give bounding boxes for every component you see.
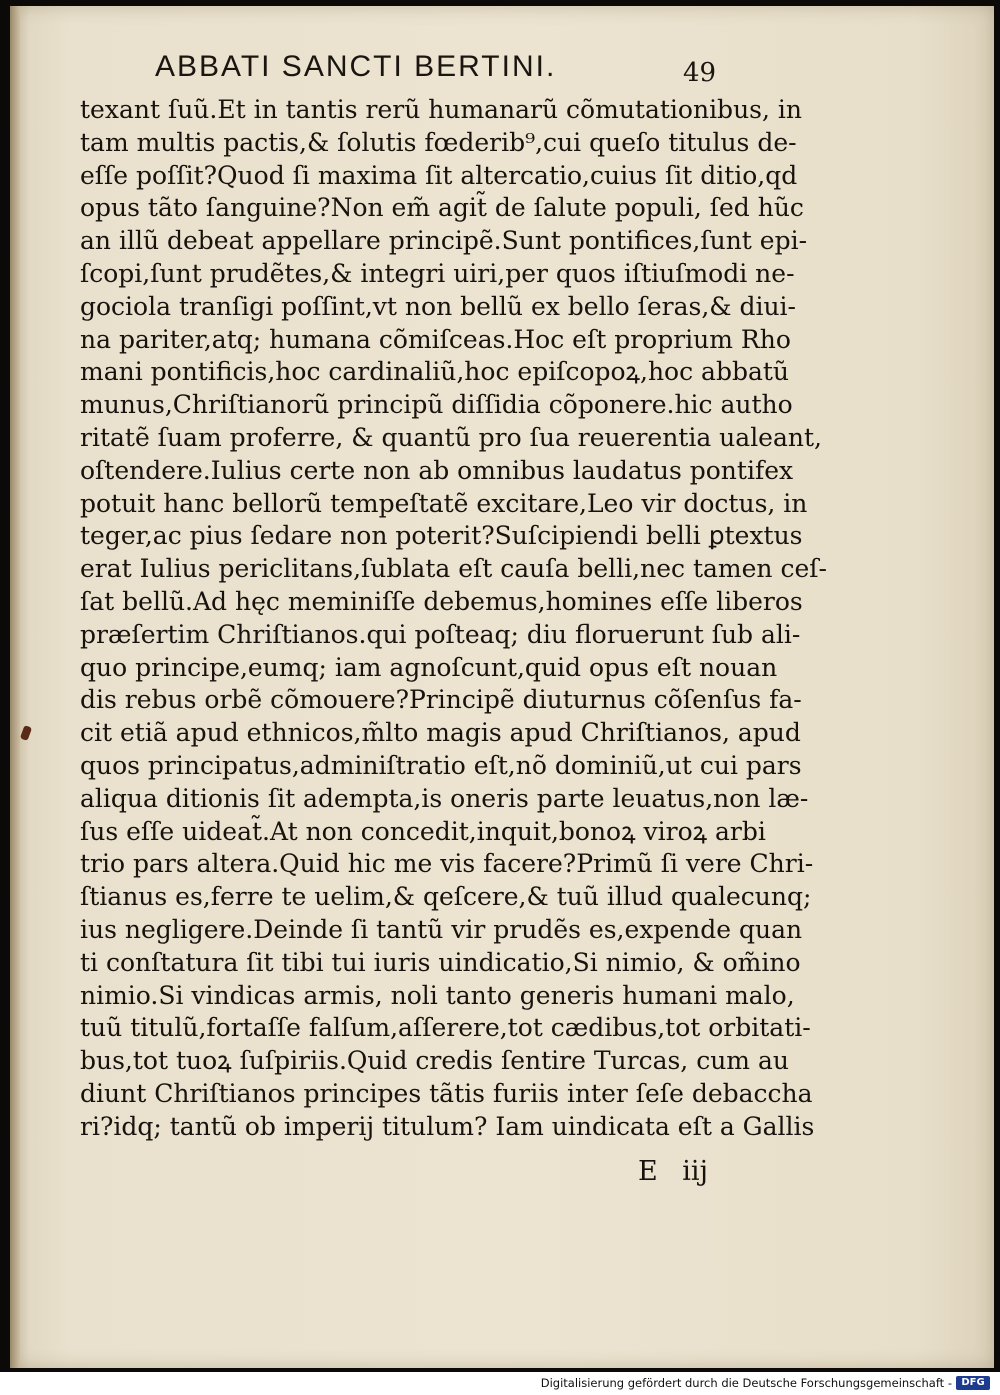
book-page	[10, 6, 994, 1368]
text-line: quo principe,eumq; iam agnoſcunt,quid opus eſt nouan	[80, 652, 778, 682]
text-line: dis rebus orbẽ cõmouere?Principẽ diuturnus cõſenſus fa‑	[80, 685, 802, 715]
text-line: potuit hanc bellorũ tempeſtatẽ excitare,Leo vir doctus, in	[80, 488, 808, 518]
text-block	[80, 94, 827, 1144]
running-title: ABBATI SANCTI BERTINI.	[155, 50, 557, 83]
text-line: ſtianus es,ferre te uelim,& qeſcere,& tuũ illud qualecunq;	[80, 882, 812, 912]
text-line: præſertim Chriſtianos.qui poſteaq; diu floruerunt ſub ali‑	[80, 619, 801, 649]
text-line: eſſe poſſit?Quod ſi maxima ſit altercatio,cuius ſit ditio,qd	[80, 160, 798, 190]
text-line: na pariter,atq; humana cõmiſceas.Hoc eſt proprium Rho	[80, 324, 791, 354]
text-line: erat Iulius periclitans,ſublata eſt cauſa belli,nec tamen ceſ‑	[80, 554, 827, 584]
text-line: trio pars altera.Quid hic me vis facere?Primũ ſi vere Chri‑	[80, 849, 814, 879]
text-line: munus,Chriſtianorũ principũ diſſidia cõponere.hic autho	[80, 390, 793, 420]
text-line: mani pontificis,hoc cardinaliũ,hoc epiſcopoꝝ,hoc abbatũ	[80, 357, 790, 387]
text-line: an illũ debeat appellare principẽ.Sunt pontifices,ſunt epi‑	[80, 226, 808, 256]
text-line: oſtendere.Iulius certe non ab omnibus laudatus pontifex	[80, 455, 794, 485]
text-line: quos principatus,adminiſtratio eſt,nõ dominiũ,ut cui pars	[80, 750, 802, 780]
text-line: nimio.Si vindicas armis, noli tanto generis humani malo,	[80, 980, 795, 1010]
text-line: tam multis pactis,& ſolutis fœderib⁹,cui queſo titulus de‑	[80, 127, 797, 157]
signature-mark: E iij	[638, 1156, 708, 1187]
text-line: tuũ titulũ,fortaſſe falſum,aſſerere,tot cædibus,tot orbitati‑	[80, 1013, 811, 1043]
text-line: ius negligere.Deinde ſi tantũ vir prudẽs es,expende quan	[80, 914, 803, 944]
margin-stain	[20, 725, 32, 741]
footer-bar	[0, 1372, 1000, 1395]
text-line: ritatẽ ſuam proferre, & quantũ pro ſua reuerentia ualeant,	[80, 422, 822, 452]
text-line: cit etiã apud ethnicos,m̃lto magis apud Chriſtianos, apud	[80, 718, 801, 748]
text-line: teger,ac pius ſedare non poterit?Suſcipiendi belli ꝑtextus	[80, 521, 803, 551]
funding-note: Digitalisierung gefördert durch die Deutsche Forschungsgemeinschaft -	[540, 1376, 952, 1390]
text-line: ti conſtatura ſit tibi tui iuris uindicatio,Si nimio, & om̃ino	[80, 947, 801, 977]
text-line: bus,tot tuoꝝ ſuſpiriis.Quid credis ſentire Turcas, cum au	[80, 1046, 789, 1076]
text-line: ri?idq; tantũ ob imperij titulum? Iam uindicata eſt a Gallis	[80, 1111, 815, 1141]
text-line: gociola tranſigi poſſint,vt non bellũ ex bello ſeras,& diui‑	[80, 291, 797, 321]
dfg-logo[interactable]: DFG	[956, 1376, 990, 1390]
text-line: ſat bellũ.Ad hęc meminiſſe debemus,homines eſſe liberos	[80, 586, 803, 616]
text-line: texant ſuũ.Et in tantis rerũ humanarũ cõmutationibus, in	[80, 95, 802, 124]
text-line: diunt Chriſtianos principes tãtis furiis inter ſeſe debaccha	[80, 1078, 813, 1108]
text-line: opus tãto ſanguine?Non em̃ agit̃ de ſalute populi, ſed hũc	[80, 193, 804, 223]
text-line: aliqua ditionis ſit adempta,is oneris parte leuatus,non læ‑	[80, 783, 809, 813]
text-line: ſus eſſe uideat̃.At non concedit,inquit,bonoꝝ viroꝝ arbi	[80, 816, 766, 846]
page-header	[155, 46, 725, 90]
page-number: 49	[683, 58, 717, 88]
text-line: ſcopi,ſunt prudẽtes,& integri uiri,per quos iſtiuſmodi ne‑	[80, 258, 795, 288]
